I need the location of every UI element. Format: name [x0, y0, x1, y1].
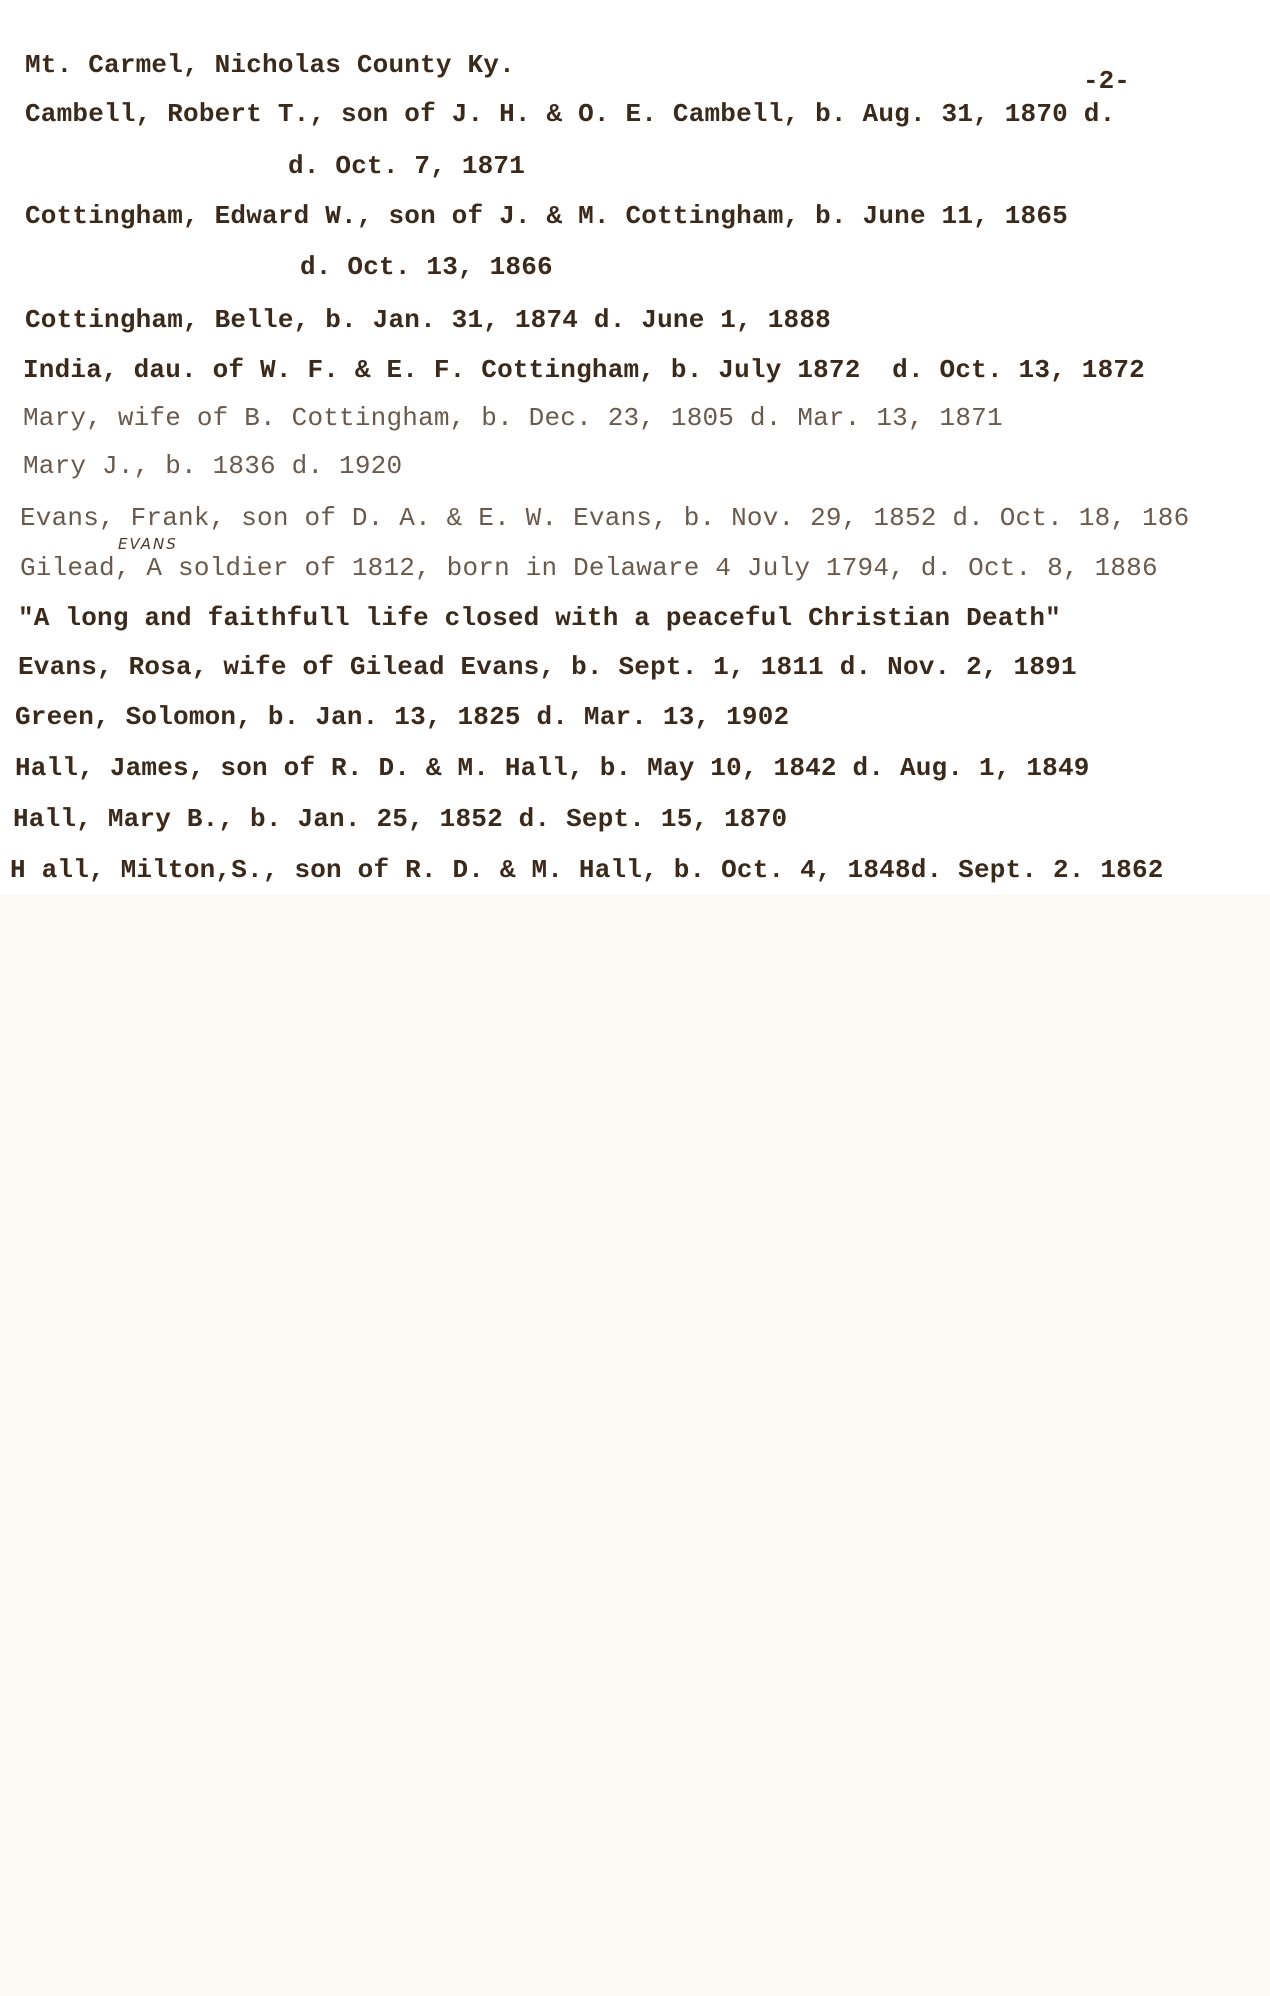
- record-line-11: "A long and faithfull life closed with a peaceful Christian Death": [18, 603, 1061, 633]
- record-line-5: Cottingham, Belle, b. Jan. 31, 1874 d. June 1, 1888: [25, 305, 831, 335]
- record-line-4: d. Oct. 13, 1866: [300, 252, 553, 282]
- record-line-1: Cambell, Robert T., son of J. H. & O. E. Cambell, b. Aug. 31, 1870 d.: [25, 99, 1116, 129]
- document-page: [0, 0, 1270, 895]
- record-line-13: Green, Solomon, b. Jan. 13, 1825 d. Mar. 13, 1902: [15, 702, 790, 732]
- record-line-8: Mary J., b. 1836 d. 1920: [23, 451, 403, 481]
- record-line-16: H all, Milton,S., son of R. D. & M. Hall, b. Oct. 4, 1848d. Sept. 2. 1862: [10, 855, 1164, 885]
- record-line-6: India, dau. of W. F. & E. F. Cottingham, b. July 1872 d. Oct. 13, 1872: [23, 355, 1145, 385]
- record-line-10: Gilead, A soldier of 1812, born in Delaware 4 July 1794, d. Oct. 8, 1886: [20, 553, 1158, 583]
- record-line-3: Cottingham, Edward W., son of J. & M. Cottingham, b. June 11, 1865: [25, 201, 1068, 231]
- record-line-2: d. Oct. 7, 1871: [288, 151, 526, 181]
- record-line-14: Hall, James, son of R. D. & M. Hall, b. May 10, 1842 d. Aug. 1, 1849: [15, 753, 1090, 783]
- blank-page-area: [0, 895, 1270, 1996]
- record-line-9: Evans, Frank, son of D. A. & E. W. Evans, b. Nov. 29, 1852 d. Oct. 18, 186: [20, 503, 1190, 533]
- record-line-12: Evans, Rosa, wife of Gilead Evans, b. Sept. 1, 1811 d. Nov. 2, 1891: [18, 652, 1077, 682]
- record-line-15: Hall, Mary B., b. Jan. 25, 1852 d. Sept. 15, 1870: [13, 804, 788, 834]
- handwritten-annotation: EVANS: [118, 535, 178, 553]
- record-line-7: Mary, wife of B. Cottingham, b. Dec. 23, 1805 d. Mar. 13, 1871: [23, 403, 1003, 433]
- document-header-location: Mt. Carmel, Nicholas County Ky.: [25, 50, 515, 80]
- page-number: -2-: [1083, 66, 1130, 96]
